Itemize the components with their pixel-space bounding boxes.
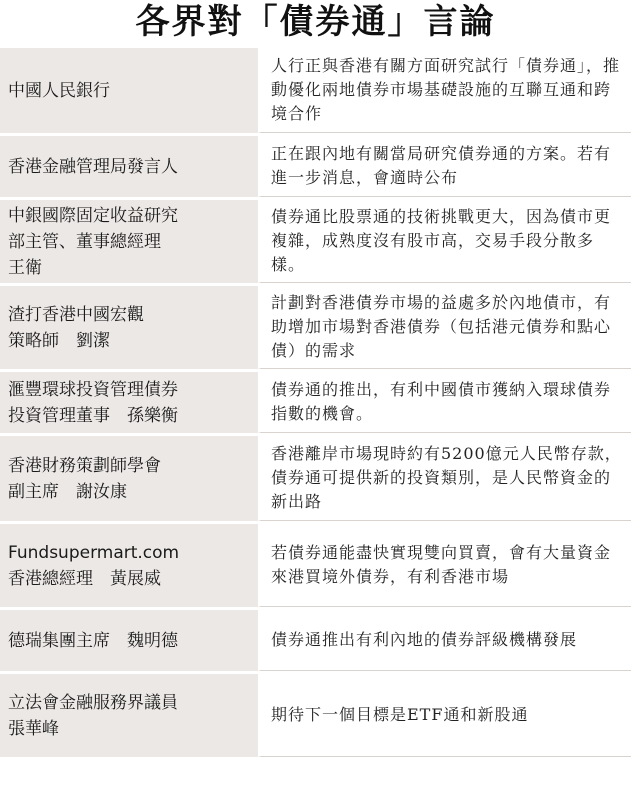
quote-text: 期待下一個目標是ETF通和新股通 <box>271 705 529 724</box>
speaker-cell <box>0 610 258 671</box>
table-row <box>0 610 631 674</box>
speaker-line: 滙豐環球投資管理債券 <box>8 379 178 400</box>
quote-text: 計劃對香港債券市場的益處多於內地債市，有助增加市場對香港債券（包括港元債券和點心債）的需求 <box>271 293 612 360</box>
speaker-line: 中國人民銀行 <box>8 80 110 101</box>
speaker-line: 香港總經理 黃展威 <box>8 568 161 589</box>
speaker-line: 副主席 謝汝康 <box>8 481 127 502</box>
page-title: 各界對「債券通」言論 <box>135 2 496 42</box>
speaker-cell <box>0 200 258 283</box>
speaker-cell <box>0 674 258 757</box>
quote-text: 人行正與香港有關方面研究試行「債券通」，推動優化兩地債券市場基礎設施的互聯互通和跨境合作 <box>271 56 621 123</box>
quote-cell <box>258 48 631 133</box>
speaker-line: 中銀國際固定收益研究 <box>8 205 178 226</box>
quote-cell <box>258 200 631 283</box>
table-row <box>0 48 631 136</box>
speaker-line: 德瑞集團主席 魏明德 <box>8 630 178 651</box>
quote-cell <box>258 436 631 521</box>
speaker-line: 立法會金融服務界議員 <box>8 692 178 713</box>
speaker-cell <box>0 372 258 433</box>
speaker-line: 香港金融管理局發言人 <box>8 156 178 177</box>
speaker-cell <box>0 48 258 133</box>
speaker-line: 投資管理董事 孫樂衡 <box>8 405 178 426</box>
table-row <box>0 372 631 436</box>
speaker-line: 香港財務策劃師學會 <box>8 455 161 476</box>
quote-text: 若債券通能盡快實現雙向買賣，會有大量資金來港買境外債券，有利香港市場 <box>271 543 612 586</box>
quote-cell <box>258 610 631 671</box>
speaker-line: 部主管、董事總經理 <box>8 231 161 252</box>
quote-text: 債券通的推出，有利中國債市獲納入環球債券指數的機會。 <box>271 380 612 423</box>
table-row <box>0 136 631 200</box>
speaker-line: Fundsupermart.com <box>8 542 180 563</box>
table-row <box>0 524 631 610</box>
table-row <box>0 286 631 372</box>
quote-cell <box>258 372 631 433</box>
quotes-table <box>0 46 631 802</box>
quote-text: 債券通比股票通的技術挑戰更大，因為債市更複雜，成熟度沒有股市高，交易手段分散多樣。 <box>271 207 612 274</box>
speaker-cell <box>0 524 258 607</box>
quote-text: 香港離岸市場現時約有5200億元人民幣存款，債券通可提供新的投資類別，是人民幣資金的新出路 <box>271 444 622 511</box>
quote-cell <box>258 524 631 607</box>
speaker-cell <box>0 136 258 197</box>
speaker-line: 張華峰 <box>8 718 59 739</box>
table-row <box>0 674 631 760</box>
quote-cell <box>258 674 631 757</box>
table-row <box>0 200 631 286</box>
quote-cell <box>258 136 631 197</box>
speaker-line: 渣打香港中國宏觀 <box>8 304 144 325</box>
speaker-cell <box>0 286 258 369</box>
quote-cell <box>258 286 631 369</box>
quote-text: 債券通推出有利內地的債券評級機構發展 <box>271 630 578 649</box>
quote-text: 正在跟內地有關當局研究債券通的方案。若有進一步消息，會適時公布 <box>271 144 612 187</box>
speaker-line: 策略師 劉潔 <box>8 330 110 351</box>
table-row <box>0 436 631 524</box>
speaker-cell <box>0 436 258 521</box>
speaker-line: 王衛 <box>8 257 42 278</box>
